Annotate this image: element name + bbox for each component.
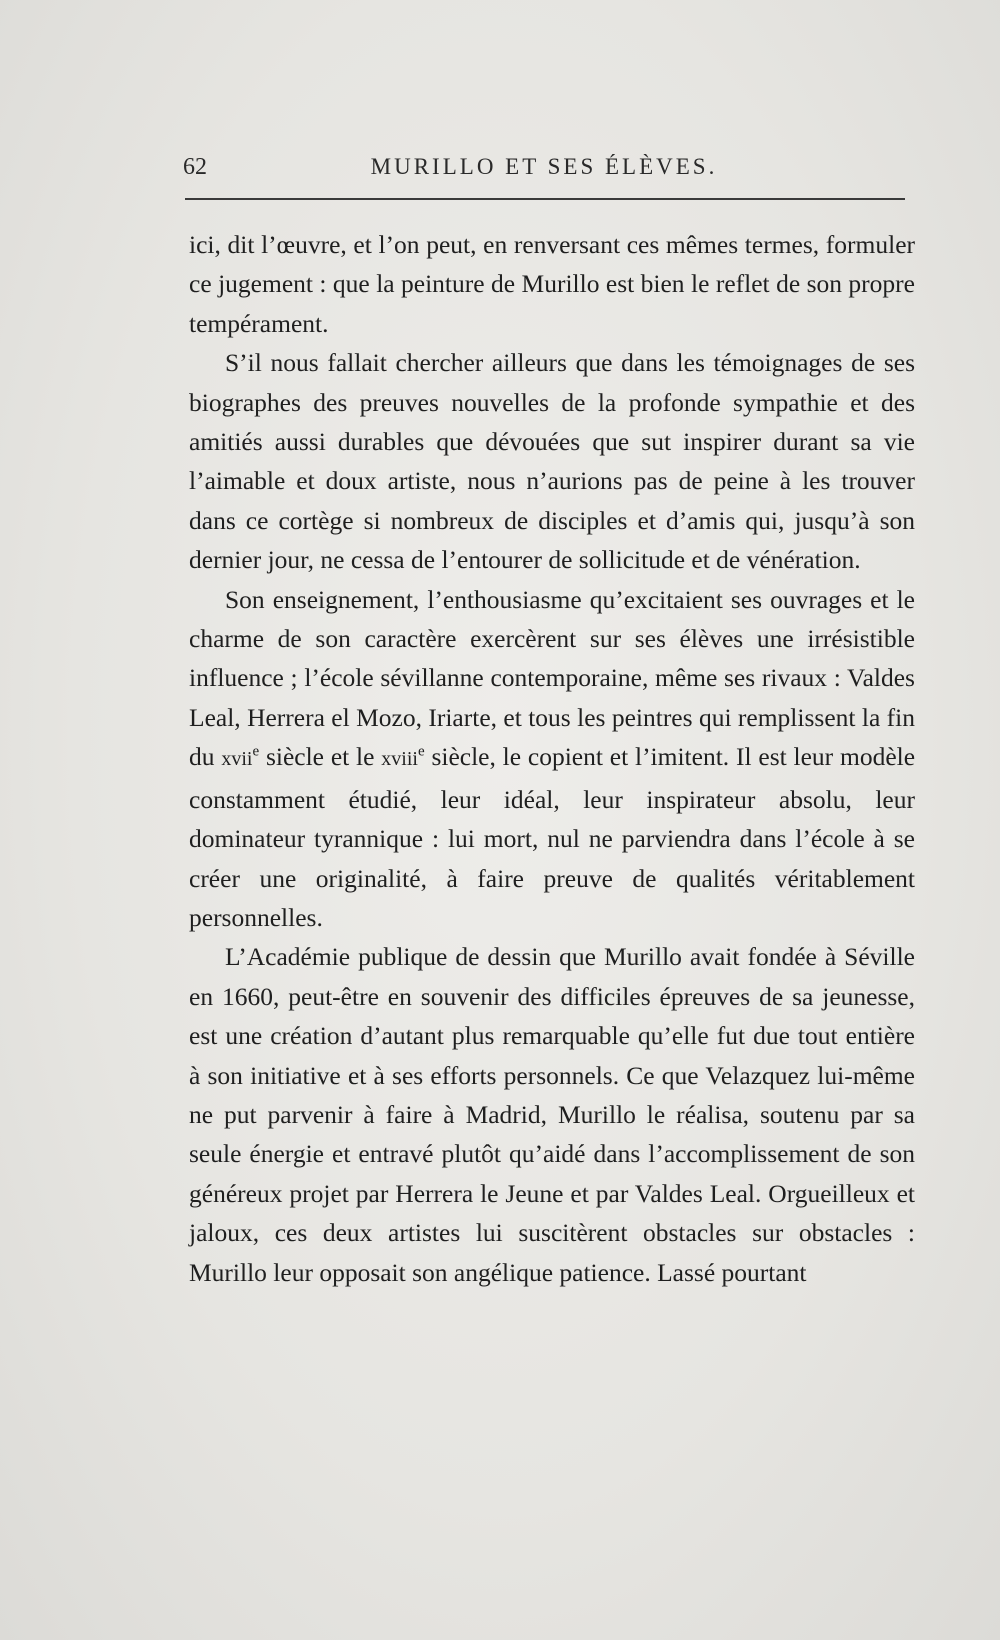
page-number: 62 [183, 154, 207, 180]
header-rule [185, 198, 905, 200]
paragraph-3-part-2: siècle et le [265, 742, 375, 772]
paragraph-3-part-3: siècle, le copient et l’imitent. Il est leur modèle constamment étudié, leur idéal, leur inspirateur absolu, leur dominateur tyrannique : lui mort, nul ne parviendra dans l’école à se créer une originalité, à faire preuve de qualités véritablement personnelles. [189, 742, 916, 932]
paragraph-3-part-1: Son enseignement, l’enthousiasme qu’excitaient ses ouvrages et le charme de son caractère exercèrent sur ses élèves une irrésistible influence ; l’école sévillanne contemporaine, même ses rivaux : Valdes Leal, Herrera el Mozo, Iriarte, et tous les peintres qui remplissent la fin du [189, 584, 915, 772]
century-numeral-17: xvii [221, 748, 253, 771]
century-numeral-18: xviii [381, 748, 418, 771]
paragraph-1: ici, dit l’œuvre, et l’on peut, en renversant ces mêmes termes, formuler ce jugement : que la peinture de Murillo est bien le reflet de son propre tempérament. [189, 230, 915, 338]
ordinal-superscript: e [417, 743, 425, 760]
page-header [183, 148, 905, 188]
paragraph-3 [189, 580, 915, 938]
paragraph-4: L’Académie publique de dessin que Murillo avait fondée à Séville en 1660, peut-être en souvenir des difficiles épreuves de sa jeunesse, est une création d’autant plus remarquable qu’elle fut due tout entière à son initiative et à ses efforts personnels. Ce que Velazquez lui-même ne put parvenir à faire à Madrid, Murillo le réalisa, soutenu par sa seule énergie et entravé plutôt qu’aidé dans l’accomplissement de son généreux projet par Herrera le Jeune et par Valdes Leal. Orgueilleux et jaloux, ces deux artistes lui suscitèrent obstacles sur obstacles : Murillo leur opposait son angélique patience. Lassé pourtant [189, 942, 915, 1287]
ordinal-superscript: e [252, 743, 260, 760]
running-title: MURILLO ET SES ÉLÈVES. [370, 154, 718, 179]
body-text [189, 225, 915, 1292]
paragraph-2: S’il nous fallait chercher ailleurs que dans les témoignages de ses biographes des preuves nouvelles de la profonde sympathie et des amitiés aussi durables que dévouées que sut inspirer durant sa vie l’aimable et doux artiste, nous n’aurions pas de peine à les trouver dans ce cortège si nombreux de disciples et d’amis qui, jusqu’à son dernier jour, ne cessa de l’entourer de sollicitude et de vénération. [189, 348, 915, 575]
